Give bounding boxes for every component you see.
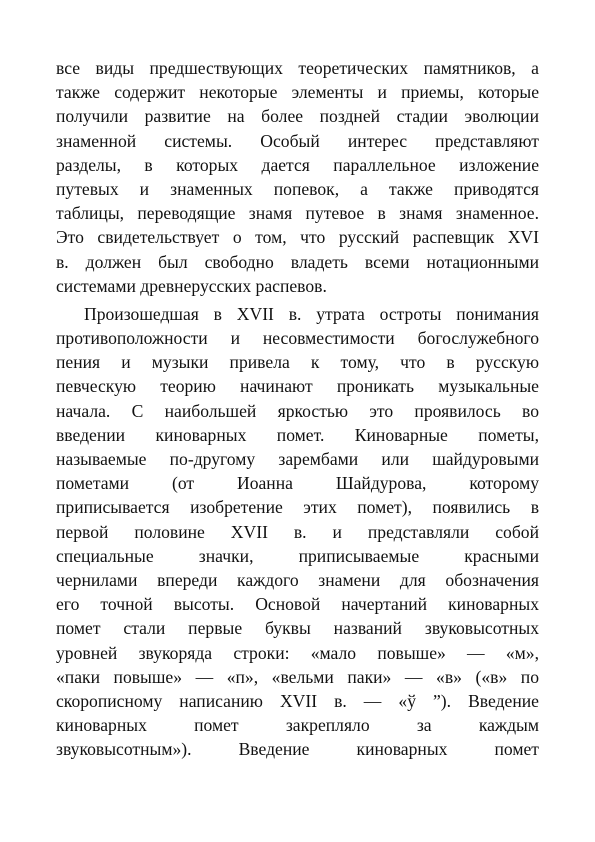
text-line: противоположности и несовместимости богослужебного: [56, 328, 539, 349]
text-line: получили развитие на более поздней стадии эволюции: [56, 106, 539, 127]
text-line: в. должен был свободно владеть всеми нотационными: [56, 251, 539, 272]
text-line: начала. С наибольшей яркостью это проявилось во: [56, 400, 539, 421]
text-line: разделы, в которых дается параллельное изложение: [56, 154, 539, 175]
text-line: киноварных помет закрепляло за каждым: [56, 715, 539, 736]
text-line: Произошедшая в XVII в. утрата остроты понимания: [84, 303, 539, 324]
text-line: системами древнерусских распевов.: [56, 275, 327, 296]
text-line: звуковысотным»). Введение киноварных помет: [56, 739, 539, 760]
text-line: чернилами впереди каждого знамени для обозначения: [56, 569, 539, 590]
text-line: специальные значки, приписываемые красными: [56, 545, 539, 566]
text-line: путевых и знаменных попевок, а также приводятся: [56, 178, 539, 199]
paragraph-2: [56, 302, 539, 762]
text-line: пения и музыки привела к тому, что в русскую: [56, 352, 539, 373]
text-line: введении киноварных помет. Киноварные пометы,: [56, 424, 539, 445]
text-line: помет стали первые буквы названий звуковысотных: [56, 618, 539, 639]
text-line: Это свидетельствует о том, что русский распевщик XVI: [56, 227, 539, 248]
text-line: скорописному написанию XVII в. — «ў ”). Введение: [56, 690, 539, 711]
text-line: все виды предшествующих теоретических памятников, а: [56, 58, 539, 78]
text-line: таблицы, переводящие знамя путевое в знамя знаменное.: [56, 203, 539, 224]
text-line: пометами (от Иоанна Шайдурова, которому: [56, 473, 539, 494]
paragraph-1: [56, 56, 539, 298]
text-line: также содержит некоторые элементы и приемы, которые: [56, 82, 539, 103]
text-line: певческую теорию начинают проникать музыкальные: [56, 376, 539, 397]
text-line: знаменной системы. Особый интерес представляют: [56, 130, 539, 151]
document-page: [56, 56, 539, 761]
text-line: уровней звукоряда строки: «мало повыше» — «м»,: [56, 642, 539, 663]
text-line: «паки повыше» — «п», «вельми паки» — «в» («в» по: [56, 666, 539, 687]
text-line: его точной высоты. Основой начертаний киноварных: [56, 594, 539, 615]
text-line: первой половине XVII в. и представляли собой: [56, 521, 539, 542]
text-line: называемые по-другому зарембами или шайдуровыми: [56, 449, 539, 469]
text-line: приписывается изобретение этих помет), появились в: [56, 497, 539, 518]
